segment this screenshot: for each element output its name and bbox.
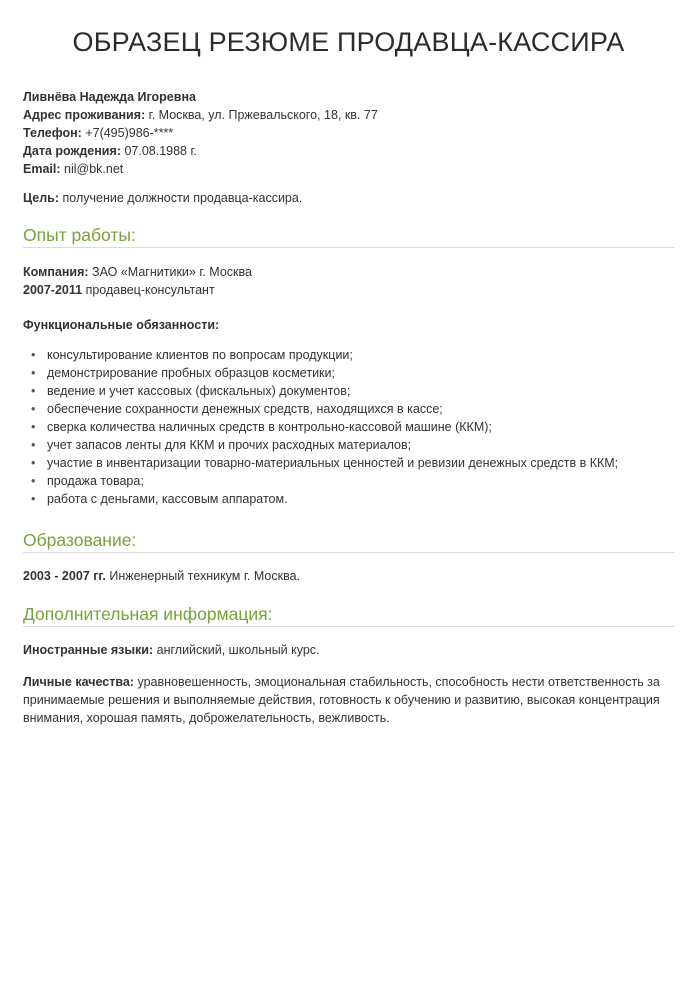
company-value: ЗАО «Магнитики» г. Москва	[92, 265, 252, 279]
email-label: Email:	[23, 162, 61, 176]
bullet-icon: •	[31, 420, 36, 434]
goal-line	[23, 189, 674, 207]
company-line	[23, 263, 674, 281]
list-item: • демонстрирование пробных образцов косметики;	[31, 366, 335, 380]
company-label: Компания:	[23, 265, 89, 279]
education-heading: Образование:	[23, 529, 674, 553]
bullet-icon: •	[31, 492, 36, 506]
qualities-label: Личные качества:	[23, 675, 135, 689]
education-value: Инженерный техникум г. Москва.	[109, 569, 300, 583]
birth-date-line	[23, 142, 674, 160]
email-value: nil@bk.net	[64, 162, 124, 176]
education-period: 2003 - 2007 гг.	[23, 569, 106, 583]
list-item: • ведение и учет кассовых (фискальных) документов;	[31, 384, 351, 398]
address-label: Адрес проживания:	[23, 108, 146, 122]
languages-value: английский, школьный курс.	[156, 643, 320, 657]
list-item: • учет запасов ленты для ККМ и прочих расходных материалов;	[31, 438, 412, 452]
position-line	[23, 281, 674, 299]
additional-info-heading: Дополнительная информация:	[23, 603, 674, 627]
page-title: ОБРАЗЕЦ РЕЗЮМЕ ПРОДАВЦА-КАССИРА	[72, 27, 625, 57]
bullet-icon: •	[31, 348, 36, 362]
bullet-icon: •	[31, 402, 36, 416]
phone-value: +7(495)986-****	[85, 126, 174, 140]
address-line	[23, 106, 674, 124]
personal-qualities	[23, 673, 674, 727]
qualities-value: уравновешенность, эмоциональная стабильность, способность нести ответственность за принимаемые решения и выполняемые действия, готовность к обучению и развитию, высокая концентрация внимания, хорошая память, доброжелательность, вежливость.	[23, 675, 660, 725]
bullet-icon: •	[31, 366, 36, 380]
list-item: • сверка количества наличных средств в контрольно-кассовой машине (ККМ);	[31, 420, 492, 434]
bullet-icon: •	[31, 384, 36, 398]
languages-line	[23, 641, 674, 659]
position-value: продавец-консультант	[85, 283, 215, 297]
full-name: Ливнёва Надежда Игоревна	[23, 90, 196, 104]
birth-date-label: Дата рождения:	[23, 144, 121, 158]
list-item: • участие в инвентаризации товарно-материальных ценностей и ревизии денежных средств в ККМ;	[31, 456, 619, 470]
list-item: • продажа товара;	[31, 474, 144, 488]
bullet-icon: •	[31, 438, 36, 452]
bullet-icon: •	[31, 456, 36, 470]
email-line	[23, 160, 674, 178]
education-line	[23, 567, 674, 585]
duties-list	[23, 346, 674, 508]
phone-line	[23, 124, 674, 142]
languages-label: Иностранные языки:	[23, 643, 154, 657]
list-item: • работа с деньгами, кассовым аппаратом.	[31, 492, 288, 506]
company-block	[23, 263, 674, 299]
duties-title: Функциональные обязанности:	[23, 318, 220, 332]
goal-label: Цель:	[23, 191, 60, 205]
bullet-icon: •	[31, 474, 36, 488]
birth-date-value: 07.08.1988 г.	[124, 144, 197, 158]
work-period: 2007-2011	[23, 283, 83, 297]
list-item: • консультирование клиентов по вопросам продукции;	[31, 348, 353, 362]
address-value: г. Москва, ул. Пржевальского, 18, кв. 77	[148, 108, 378, 122]
phone-label: Телефон:	[23, 126, 82, 140]
experience-heading: Опыт работы:	[23, 224, 674, 248]
list-item: • обеспечение сохранности денежных средств, находящихся в кассе;	[31, 402, 443, 416]
personal-info	[23, 88, 674, 178]
goal-value: получение должности продавца-кассира.	[62, 191, 303, 205]
